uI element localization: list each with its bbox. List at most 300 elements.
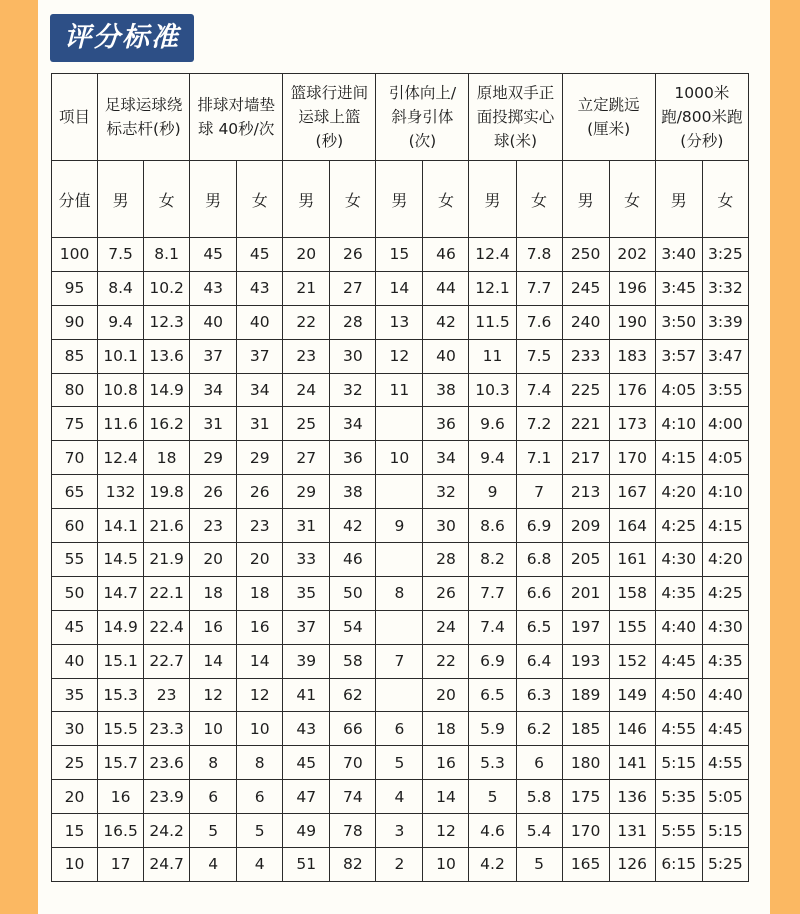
table-row [52,543,749,577]
table-cell: 20 [283,238,330,272]
subheader-female: 女 [702,161,748,238]
header-line: (厘米) [587,120,631,138]
table-cell: 32 [423,475,469,509]
header-line: (分秒) [680,132,724,150]
table-cell [376,543,423,577]
table-cell: 9.4 [469,441,516,475]
table-cell: 15 [376,238,423,272]
table-cell: 16.5 [98,814,144,848]
table-cell: 4:35 [655,576,702,610]
table-cell: 213 [562,475,609,509]
header-line: 面投掷实心 [476,108,555,126]
table-cell: 185 [562,712,609,746]
subheader-male: 男 [469,161,516,238]
table-row [52,339,749,373]
table-cell: 29 [237,441,283,475]
header-event-running [655,74,748,161]
table-cell: 209 [562,509,609,543]
header-line: 排球对墙垫 [197,96,275,114]
table-cell: 245 [562,271,609,305]
table-row [52,576,749,610]
table-cell: 40 [423,339,469,373]
table-cell: 14 [376,271,423,305]
table-cell: 78 [330,814,376,848]
table-row [52,509,749,543]
score-cell: 55 [52,543,98,577]
table-cell: 15.7 [98,746,144,780]
table-cell: 233 [562,339,609,373]
score-cell: 50 [52,576,98,610]
table-cell: 5 [469,780,516,814]
table-cell: 3:45 [655,271,702,305]
table-cell: 7.6 [516,305,562,339]
table-cell: 9 [376,509,423,543]
table-cell: 6.9 [469,644,516,678]
table-cell: 4.2 [469,848,516,882]
header-event-volleyball [190,74,283,161]
table-cell [376,475,423,509]
table-cell: 180 [562,746,609,780]
score-cell: 65 [52,475,98,509]
table-cell: 37 [283,610,330,644]
header-line: 斜身引体 [391,108,454,126]
score-cell: 20 [52,780,98,814]
table-cell: 161 [609,543,655,577]
table-cell: 21 [283,271,330,305]
subheader-male: 男 [98,161,144,238]
table-cell: 12 [190,678,237,712]
subheader-male: 男 [283,161,330,238]
table-cell: 6.5 [516,610,562,644]
table-cell: 225 [562,373,609,407]
table-cell: 32 [330,373,376,407]
table-cell: 26 [190,475,237,509]
table-cell: 8.4 [98,271,144,305]
score-cell: 95 [52,271,98,305]
table-cell: 24.7 [144,848,190,882]
table-cell: 4:15 [655,441,702,475]
table-cell: 6.3 [516,678,562,712]
subheader-female: 女 [516,161,562,238]
table-cell: 5.3 [469,746,516,780]
score-cell: 45 [52,610,98,644]
table-cell: 45 [237,238,283,272]
table-cell: 30 [423,509,469,543]
table-cell: 4:35 [702,644,748,678]
table-cell: 70 [330,746,376,780]
table-cell: 10 [376,441,423,475]
table-cell: 41 [283,678,330,712]
table-cell: 7.7 [516,271,562,305]
table-cell: 3:50 [655,305,702,339]
table-cell: 183 [609,339,655,373]
table-cell: 7.8 [516,238,562,272]
table-cell: 196 [609,271,655,305]
table-cell: 50 [330,576,376,610]
score-cell: 75 [52,407,98,441]
table-cell: 18 [190,576,237,610]
table-row [52,238,749,272]
table-cell: 155 [609,610,655,644]
table-cell: 37 [237,339,283,373]
score-cell: 90 [52,305,98,339]
table-cell: 3 [376,814,423,848]
table-cell: 26 [330,238,376,272]
table-cell: 12 [423,814,469,848]
table-cell: 42 [330,509,376,543]
table-cell: 189 [562,678,609,712]
table-cell: 8 [237,746,283,780]
table-cell: 9 [469,475,516,509]
table-cell: 26 [237,475,283,509]
table-row [52,644,749,678]
table-cell: 38 [423,373,469,407]
table-cell: 13.6 [144,339,190,373]
table-cell: 7.4 [516,373,562,407]
table-cell: 141 [609,746,655,780]
table-cell: 4.6 [469,814,516,848]
table-cell: 175 [562,780,609,814]
table-cell: 12.4 [98,441,144,475]
table-cell: 2 [376,848,423,882]
table-row [52,305,749,339]
table-row [52,712,749,746]
table-cell: 3:47 [702,339,748,373]
table-cell: 14.1 [98,509,144,543]
table-cell: 44 [423,271,469,305]
table-cell: 10.2 [144,271,190,305]
header-event-pullup [376,74,469,161]
table-cell: 31 [237,407,283,441]
table-cell: 4:20 [655,475,702,509]
table-cell: 43 [190,271,237,305]
header-line: 标志杆(秒) [106,120,181,138]
table-cell: 47 [283,780,330,814]
table-cell: 27 [283,441,330,475]
table-cell: 5:35 [655,780,702,814]
table-cell: 40 [190,305,237,339]
header-event-football [98,74,190,161]
table-row [52,848,749,882]
table-cell: 4:00 [702,407,748,441]
table-cell: 20 [423,678,469,712]
table-cell [376,610,423,644]
table-cell: 26 [423,576,469,610]
table-cell: 3:32 [702,271,748,305]
table-cell: 66 [330,712,376,746]
table-cell: 49 [283,814,330,848]
table-cell: 5 [376,746,423,780]
table-cell: 132 [98,475,144,509]
table-cell: 24.2 [144,814,190,848]
table-cell: 16 [423,746,469,780]
table-cell: 23 [237,509,283,543]
subheader-female: 女 [330,161,376,238]
table-cell: 82 [330,848,376,882]
table-cell: 152 [609,644,655,678]
table-row [52,746,749,780]
table-cell: 10 [237,712,283,746]
table-cell: 4:45 [655,644,702,678]
header-line: 球(米) [493,132,538,150]
table-cell: 30 [330,339,376,373]
score-cell: 35 [52,678,98,712]
header-line: 足球运球绕 [104,96,183,114]
table-cell: 54 [330,610,376,644]
table-cell: 170 [562,814,609,848]
table-cell: 17 [98,848,144,882]
subheader-female: 女 [423,161,469,238]
score-cell: 25 [52,746,98,780]
table-cell: 20 [237,543,283,577]
table-cell: 149 [609,678,655,712]
table-cell: 4:25 [655,509,702,543]
table-cell: 205 [562,543,609,577]
table-cell: 58 [330,644,376,678]
table-cell: 23.6 [144,746,190,780]
table-cell: 16 [237,610,283,644]
table-cell: 13 [376,305,423,339]
header-line: 引体向上/ [388,84,457,102]
table-cell: 34 [423,441,469,475]
table-cell: 8.1 [144,238,190,272]
table-cell: 37 [190,339,237,373]
table-cell: 22.4 [144,610,190,644]
header-line: 1000米 [674,84,730,102]
table-cell: 7 [516,475,562,509]
table-cell: 15.3 [98,678,144,712]
table-cell: 14.9 [98,610,144,644]
table-row [52,373,749,407]
score-cell: 60 [52,509,98,543]
table-cell: 28 [330,305,376,339]
table-row [52,678,749,712]
score-cell: 80 [52,373,98,407]
table-cell: 4:40 [702,678,748,712]
table-cell: 14 [190,644,237,678]
table-cell: 6.4 [516,644,562,678]
header-line: 跑/800米跑 [661,108,743,126]
table-cell: 12.1 [469,271,516,305]
table-cell: 36 [423,407,469,441]
table-cell: 11.5 [469,305,516,339]
table-cell: 16 [190,610,237,644]
scoring-table [51,73,749,882]
subheader-male: 男 [190,161,237,238]
table-cell: 4:45 [702,712,748,746]
table-cell: 5 [516,848,562,882]
table-cell: 4:55 [655,712,702,746]
table-cell: 250 [562,238,609,272]
header-item: 项目 [52,74,98,161]
table-cell: 5.9 [469,712,516,746]
table-cell: 34 [190,373,237,407]
table-cell: 43 [283,712,330,746]
table-cell [376,407,423,441]
table-row [52,441,749,475]
subheader-male: 男 [562,161,609,238]
table-cell: 18 [144,441,190,475]
header-event-medicine-ball [469,74,562,161]
table-cell: 23 [144,678,190,712]
table-cell: 29 [283,475,330,509]
table-cell: 6 [516,746,562,780]
score-cell: 100 [52,238,98,272]
table-cell: 10.8 [98,373,144,407]
table-cell: 170 [609,441,655,475]
table-cell: 9.4 [98,305,144,339]
table-cell: 23 [190,509,237,543]
table-row [52,610,749,644]
table-cell: 6.9 [516,509,562,543]
table-cell: 11.6 [98,407,144,441]
table-cell: 7.4 [469,610,516,644]
table-cell: 7.5 [98,238,144,272]
table-cell: 62 [330,678,376,712]
header-line: (秒) [315,132,344,150]
table-cell: 38 [330,475,376,509]
table-header-row [52,74,749,161]
table-cell: 10.3 [469,373,516,407]
table-cell: 4:10 [702,475,748,509]
table-cell: 45 [283,746,330,780]
table-cell: 40 [237,305,283,339]
table-cell: 4:50 [655,678,702,712]
table-cell: 221 [562,407,609,441]
table-cell: 24 [283,373,330,407]
table-cell: 5.4 [516,814,562,848]
table-cell: 8.6 [469,509,516,543]
table-row [52,407,749,441]
header-line: 运球上篮 [298,108,361,126]
table-cell: 74 [330,780,376,814]
table-cell: 11 [376,373,423,407]
table-cell: 217 [562,441,609,475]
table-cell: 131 [609,814,655,848]
table-cell: 165 [562,848,609,882]
table-cell: 5:55 [655,814,702,848]
table-cell: 16 [98,780,144,814]
table-cell: 6 [237,780,283,814]
table-cell: 23.3 [144,712,190,746]
score-cell: 85 [52,339,98,373]
header-event-long-jump [562,74,655,161]
table-cell: 24 [423,610,469,644]
table-cell: 4 [190,848,237,882]
table-cell: 202 [609,238,655,272]
table-cell: 28 [423,543,469,577]
table-cell: 3:40 [655,238,702,272]
table-cell: 4:30 [702,610,748,644]
table-cell: 7.2 [516,407,562,441]
table-cell: 15.5 [98,712,144,746]
table-cell: 201 [562,576,609,610]
score-cell: 70 [52,441,98,475]
table-cell: 22 [283,305,330,339]
header-line: (次) [408,132,437,150]
table-cell: 18 [237,576,283,610]
table-cell: 51 [283,848,330,882]
table-cell: 136 [609,780,655,814]
table-cell: 3:57 [655,339,702,373]
table-cell: 4:40 [655,610,702,644]
table-cell: 164 [609,509,655,543]
table-cell: 46 [423,238,469,272]
table-cell: 6 [190,780,237,814]
table-cell: 6.8 [516,543,562,577]
table-cell: 4:15 [702,509,748,543]
header-line: 立定跳远 [577,96,640,114]
score-cell: 15 [52,814,98,848]
table-cell: 12 [237,678,283,712]
table-cell: 4:10 [655,407,702,441]
table-cell: 7 [376,644,423,678]
subheader-female: 女 [609,161,655,238]
score-cell: 40 [52,644,98,678]
table-cell: 7.7 [469,576,516,610]
subheader-female: 女 [144,161,190,238]
table-cell: 10 [423,848,469,882]
gender-subheader-row [52,161,749,238]
table-row [52,814,749,848]
table-cell: 6:15 [655,848,702,882]
table-cell: 45 [190,238,237,272]
table-cell: 14 [423,780,469,814]
table-cell: 33 [283,543,330,577]
table-cell: 16.2 [144,407,190,441]
table-cell: 5 [237,814,283,848]
table-cell: 3:39 [702,305,748,339]
table-cell: 42 [423,305,469,339]
table-cell: 10.1 [98,339,144,373]
table-cell: 14.7 [98,576,144,610]
title-banner [50,14,194,62]
table-row [52,475,749,509]
table-row [52,780,749,814]
table-cell: 4:20 [702,543,748,577]
table-cell: 46 [330,543,376,577]
header-event-basketball [283,74,376,161]
table-cell: 25 [283,407,330,441]
table-cell: 14.9 [144,373,190,407]
table-cell: 176 [609,373,655,407]
header-line: 球 40秒/次 [198,120,275,138]
score-cell: 30 [52,712,98,746]
table-cell: 12.4 [469,238,516,272]
table-cell [376,678,423,712]
subheader-male: 男 [655,161,702,238]
table-cell: 39 [283,644,330,678]
table-cell: 31 [190,407,237,441]
table-cell: 3:25 [702,238,748,272]
table-cell: 6.2 [516,712,562,746]
table-cell: 31 [283,509,330,543]
table-cell: 5:05 [702,780,748,814]
table-cell: 23 [283,339,330,373]
table-cell: 4 [376,780,423,814]
table-cell: 4 [237,848,283,882]
score-cell: 10 [52,848,98,882]
table-cell: 4:05 [655,373,702,407]
table-cell: 9.6 [469,407,516,441]
page-title: 评分标准 [64,22,180,53]
table-cell: 5 [190,814,237,848]
table-cell: 4:25 [702,576,748,610]
table-cell: 29 [190,441,237,475]
table-cell: 22.1 [144,576,190,610]
table-cell: 27 [330,271,376,305]
table-cell: 4:55 [702,746,748,780]
